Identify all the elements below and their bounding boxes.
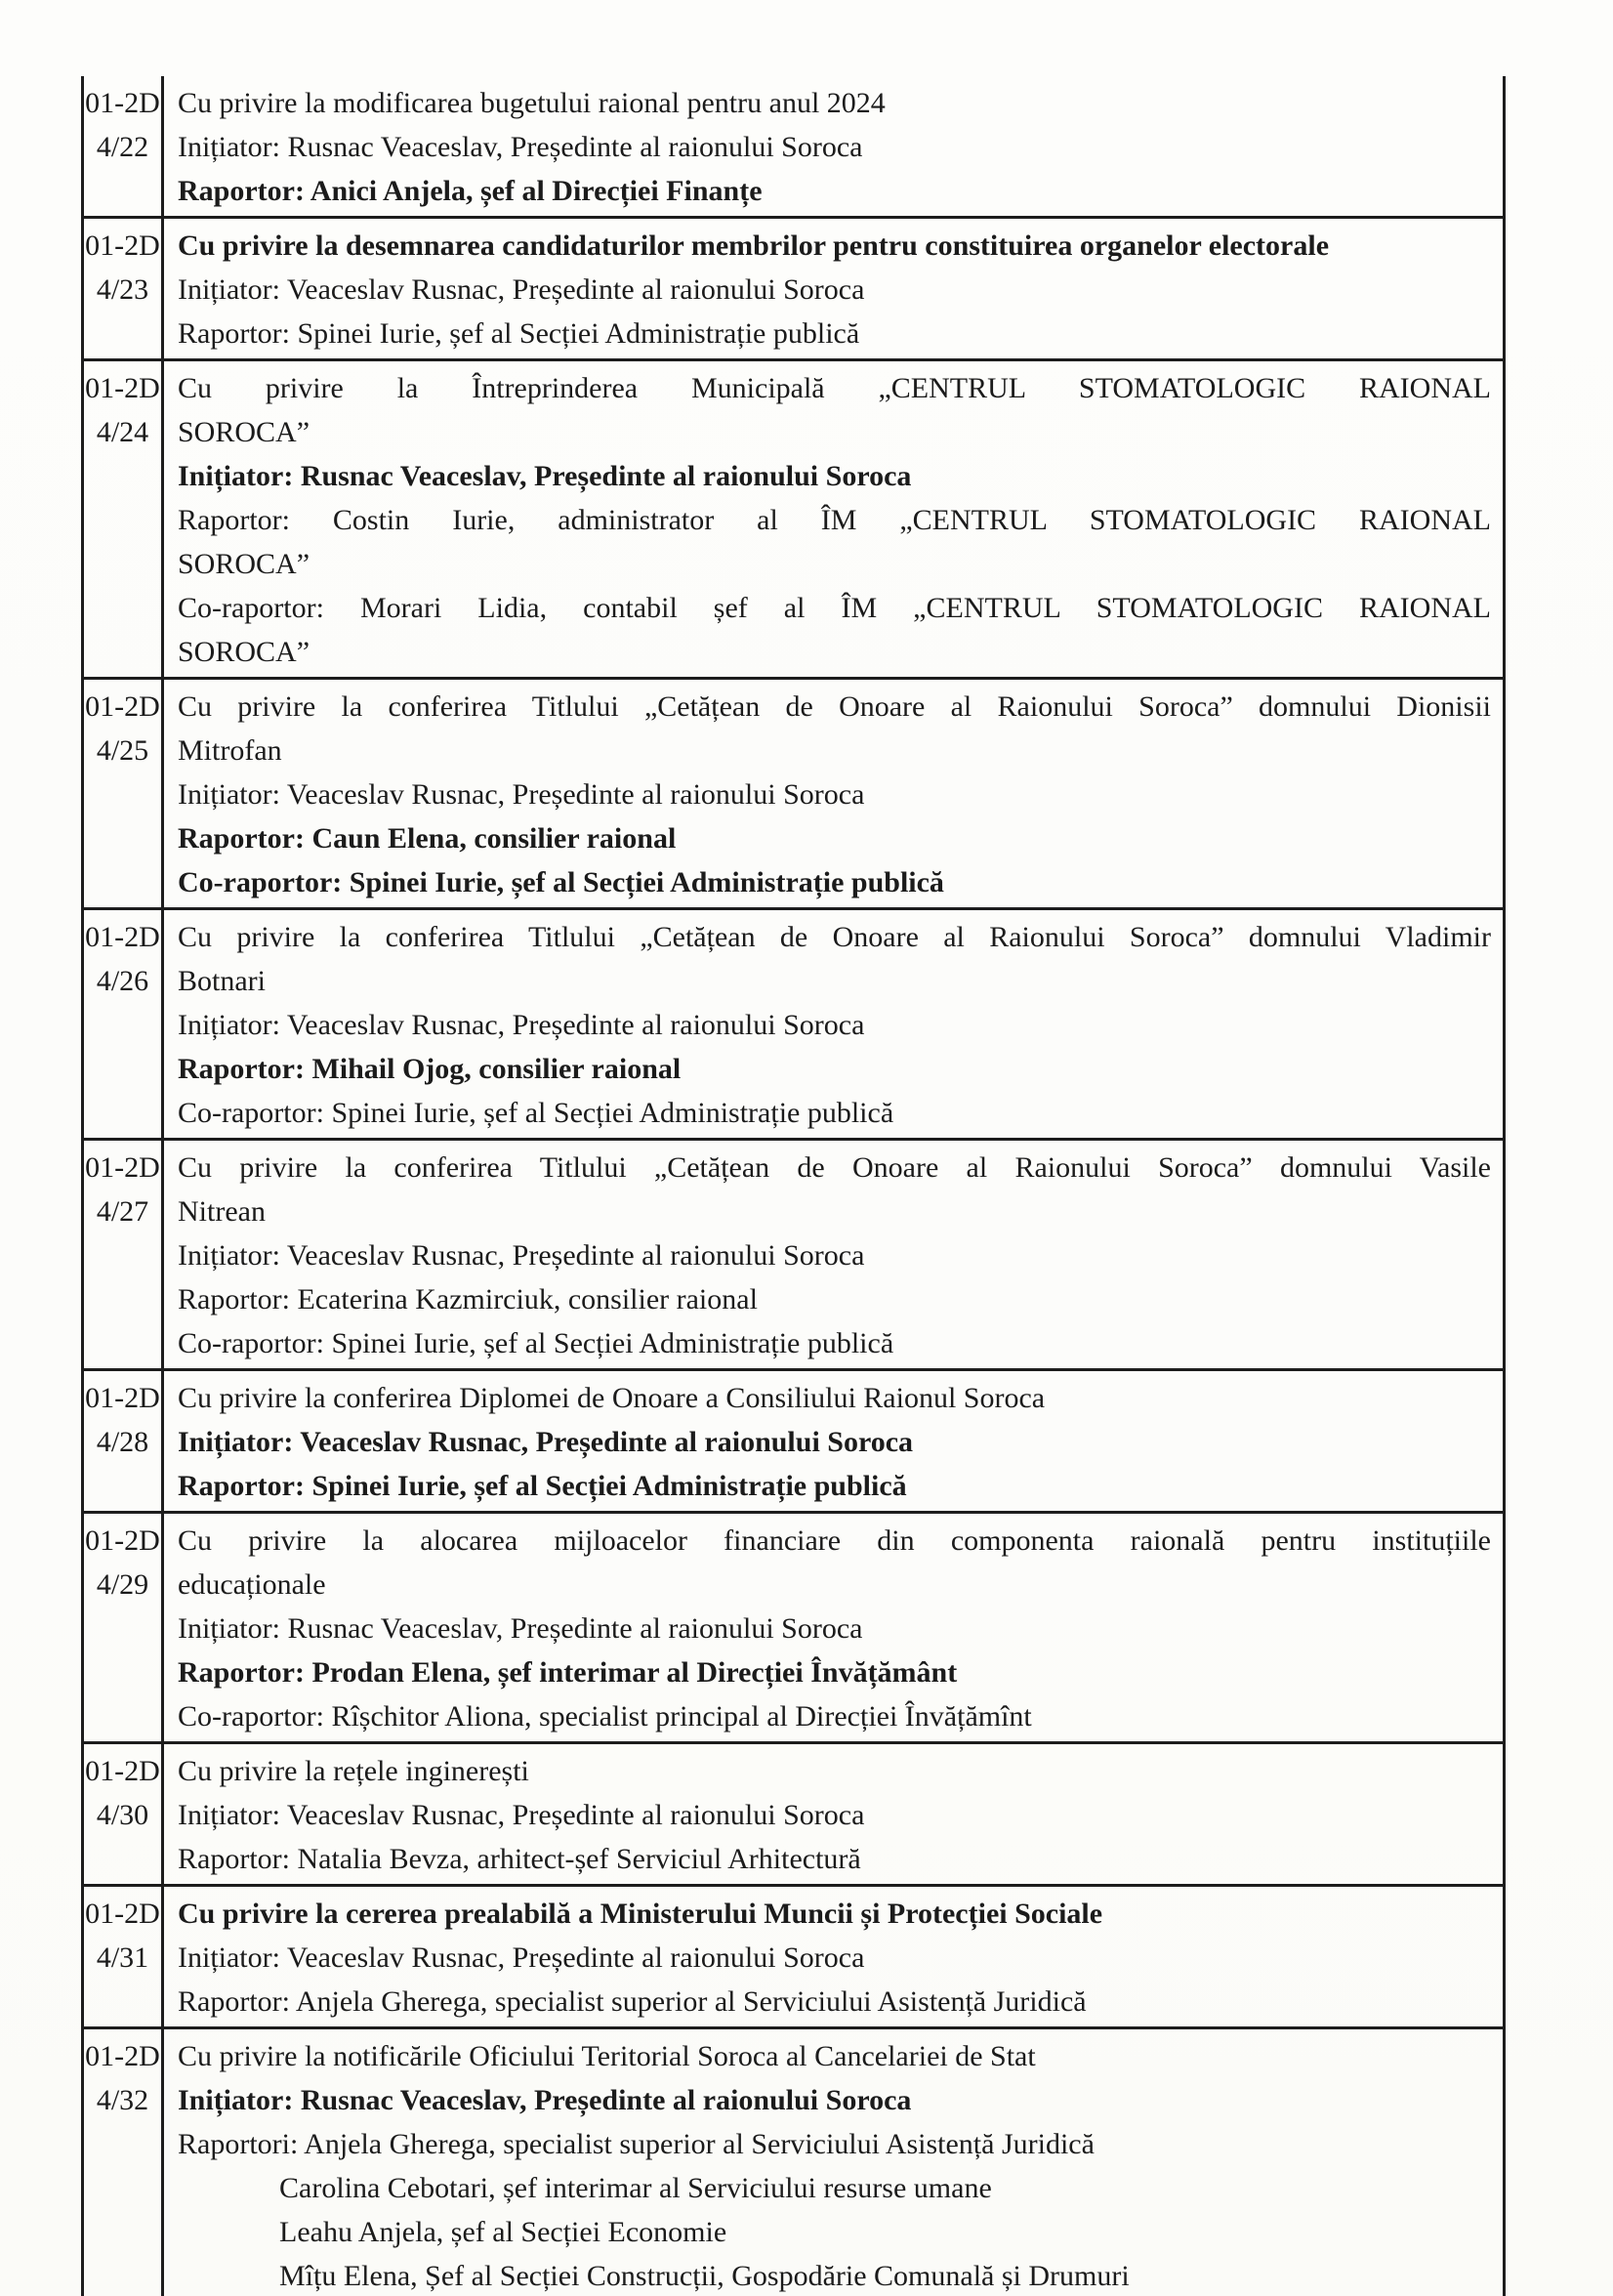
agenda-line: Raportor: Anjela Gherega, specialist superior al Serviciului Asistență Juridică (178, 1985, 1087, 2018)
agenda-line: Raportor: Natalia Bevza, arhitect-șef Serviciul Arhitectură (178, 1843, 861, 1875)
item-content-cell (164, 1141, 1503, 1368)
agenda-line: Cu privire la alocarea mijloacelor financiare din componenta raională pentru instituțiile (178, 1524, 1491, 1557)
agenda-line: Raportor: Costin Iurie, administrator al ÎM „CENTRUL STOMATOLOGIC RAIONAL (178, 504, 1491, 536)
agenda-line: Inițiator: Veaceslav Rusnac, Președinte al raionului Soroca (178, 273, 865, 306)
agenda-line: Co-raportor: Rîșchitor Aliona, specialist principal al Direcției Învățămînt (178, 1700, 1032, 1732)
item-number: 4/26 (96, 965, 149, 997)
agenda-line: Carolina Cebotari, șef interimar al Serviciului resurse umane (279, 2172, 992, 2204)
item-number: 4/32 (96, 2084, 149, 2116)
agenda-line: Inițiator: Veaceslav Rusnac, Președinte al raionului Soroca (178, 1941, 865, 1974)
agenda-line: Cu privire la conferirea Titlului „Cetățean de Onoare al Raionului Soroca” domnului Dionisii (178, 690, 1491, 723)
item-id-cell (84, 1887, 164, 2026)
item-id-cell (84, 1141, 164, 1368)
agenda-line: Cu privire la rețele inginerești (178, 1755, 529, 1787)
item-content-cell (164, 1514, 1503, 1741)
agenda-line: SOROCA” (178, 636, 310, 668)
item-code: 01-2D (85, 1524, 160, 1557)
item-code: 01-2D (85, 1898, 160, 1930)
agenda-line: Co-raportor: Spinei Iurie, șef al Secției Administrație publică (178, 1097, 894, 1129)
item-id-cell (84, 910, 164, 1138)
item-number: 4/24 (96, 416, 149, 448)
agenda-line: Cu privire la modificarea bugetului raional pentru anul 2024 (178, 87, 886, 119)
item-content-cell (164, 1744, 1503, 1884)
agenda-line: SOROCA” (178, 416, 310, 448)
item-id-cell (84, 76, 164, 216)
item-code: 01-2D (85, 230, 160, 262)
item-code: 01-2D (85, 1382, 160, 1414)
item-number: 4/22 (96, 131, 149, 163)
agenda-line: Inițiator: Rusnac Veaceslav, Președinte al raionului Soroca (178, 2084, 912, 2116)
table-row (84, 76, 1503, 219)
item-content-cell (164, 1887, 1503, 2026)
item-number: 4/27 (96, 1195, 149, 1228)
agenda-line: Cu privire la notificările Oficiului Teritorial Soroca al Cancelariei de Stat (178, 2040, 1036, 2072)
item-number: 4/29 (96, 1568, 149, 1601)
item-id-cell (84, 219, 164, 358)
table-row (84, 1514, 1503, 1744)
agenda-line: Cu privire la cererea prealabilă a Ministerului Muncii și Protecției Sociale (178, 1898, 1103, 1930)
item-content-cell (164, 361, 1503, 677)
agenda-line: Leahu Anjela, șef al Secției Economie (279, 2216, 727, 2248)
agenda-line: Inițiator: Veaceslav Rusnac, Președinte al raionului Soroca (178, 1426, 914, 1458)
agenda-line: Botnari (178, 965, 266, 997)
agenda-line: Cu privire la conferirea Diplomei de Onoare a Consiliului Raionul Soroca (178, 1382, 1046, 1414)
agenda-line: Inițiator: Veaceslav Rusnac, Președinte al raionului Soroca (178, 1009, 865, 1041)
item-number: 4/31 (96, 1941, 149, 1974)
item-code: 01-2D (85, 690, 160, 723)
agenda-line: Mîțu Elena, Șef al Secției Construcții, Gospodărie Comunală și Drumuri (279, 2260, 1130, 2292)
agenda-line: SOROCA” (178, 548, 310, 580)
agenda-line: Cu privire la desemnarea candidaturilor membrilor pentru constituirea organelor electorale (178, 230, 1330, 262)
item-id-cell (84, 680, 164, 907)
agenda-line: Raportor: Ecaterina Kazmirciuk, consilier raional (178, 1283, 758, 1315)
agenda-line: Cu privire la Întreprinderea Municipală „CENTRUL STOMATOLOGIC RAIONAL (178, 372, 1491, 404)
agenda-line: Inițiator: Rusnac Veaceslav, Președinte al raionului Soroca (178, 131, 863, 163)
table-row (84, 361, 1503, 680)
agenda-line: Inițiator: Veaceslav Rusnac, Președinte al raionului Soroca (178, 778, 865, 811)
table-row (84, 219, 1503, 361)
table-row (84, 680, 1503, 910)
agenda-line: educaționale (178, 1568, 326, 1601)
item-id-cell (84, 361, 164, 677)
item-content-cell (164, 680, 1503, 907)
item-id-cell (84, 1744, 164, 1884)
item-code: 01-2D (85, 1755, 160, 1787)
item-number: 4/23 (96, 273, 149, 306)
item-code: 01-2D (85, 921, 160, 953)
agenda-line: Inițiator: Veaceslav Rusnac, Președinte al raionului Soroca (178, 1799, 865, 1831)
agenda-line: Inițiator: Rusnac Veaceslav, Președinte al raionului Soroca (178, 460, 912, 492)
item-number: 4/28 (96, 1426, 149, 1458)
agenda-line: Inițiator: Veaceslav Rusnac, Președinte al raionului Soroca (178, 1239, 865, 1272)
agenda-line: Raportor: Spinei Iurie, șef al Secției Administrație publică (178, 1470, 907, 1502)
agenda-line: Raportor: Spinei Iurie, șef al Secției Administrație publică (178, 317, 860, 350)
table-row (84, 910, 1503, 1141)
agenda-line: Raportor: Mihail Ojog, consilier raional (178, 1053, 682, 1085)
item-id-cell (84, 1371, 164, 1511)
item-id-cell (84, 1514, 164, 1741)
agenda-line: Co-raportor: Morari Lidia, contabil șef al ÎM „CENTRUL STOMATOLOGIC RAIONAL (178, 592, 1491, 624)
agenda-line: Cu privire la conferirea Titlului „Cetățean de Onoare al Raionului Soroca” domnului Vasile (178, 1151, 1491, 1184)
agenda-line: Cu privire la conferirea Titlului „Cetățean de Onoare al Raionului Soroca” domnului Vladimir (178, 921, 1491, 953)
agenda-line: Raportori: Anjela Gherega, specialist superior al Serviciului Asistență Juridică (178, 2128, 1095, 2160)
table-row (84, 1371, 1503, 1514)
table-row (84, 2029, 1503, 2296)
item-code: 01-2D (85, 2040, 160, 2072)
item-content-cell (164, 1371, 1503, 1511)
item-number: 4/30 (96, 1799, 149, 1831)
item-content-cell (164, 2029, 1503, 2296)
item-id-cell (84, 2029, 164, 2296)
agenda-line: Co-raportor: Spinei Iurie, șef al Secției Administrație publică (178, 866, 944, 898)
agenda-line: Nitrean (178, 1195, 266, 1228)
item-number: 4/25 (96, 734, 149, 767)
item-code: 01-2D (85, 87, 160, 119)
agenda-line: Inițiator: Rusnac Veaceslav, Președinte al raionului Soroca (178, 1612, 863, 1645)
agenda-table (81, 76, 1506, 2296)
agenda-line: Co-raportor: Spinei Iurie, șef al Secției Administrație publică (178, 1327, 894, 1359)
table-row (84, 1887, 1503, 2029)
agenda-line: Mitrofan (178, 734, 282, 767)
item-content-cell (164, 910, 1503, 1138)
table-row (84, 1744, 1503, 1887)
agenda-line: Raportor: Prodan Elena, șef interimar al Direcției Învățământ (178, 1656, 958, 1689)
item-code: 01-2D (85, 1151, 160, 1184)
agenda-line: Raportor: Anici Anjela, șef al Direcției Finanțe (178, 175, 763, 207)
item-content-cell (164, 76, 1503, 216)
item-code: 01-2D (85, 372, 160, 404)
agenda-line: Raportor: Caun Elena, consilier raional (178, 822, 677, 855)
table-row (84, 1141, 1503, 1371)
item-content-cell (164, 219, 1503, 358)
